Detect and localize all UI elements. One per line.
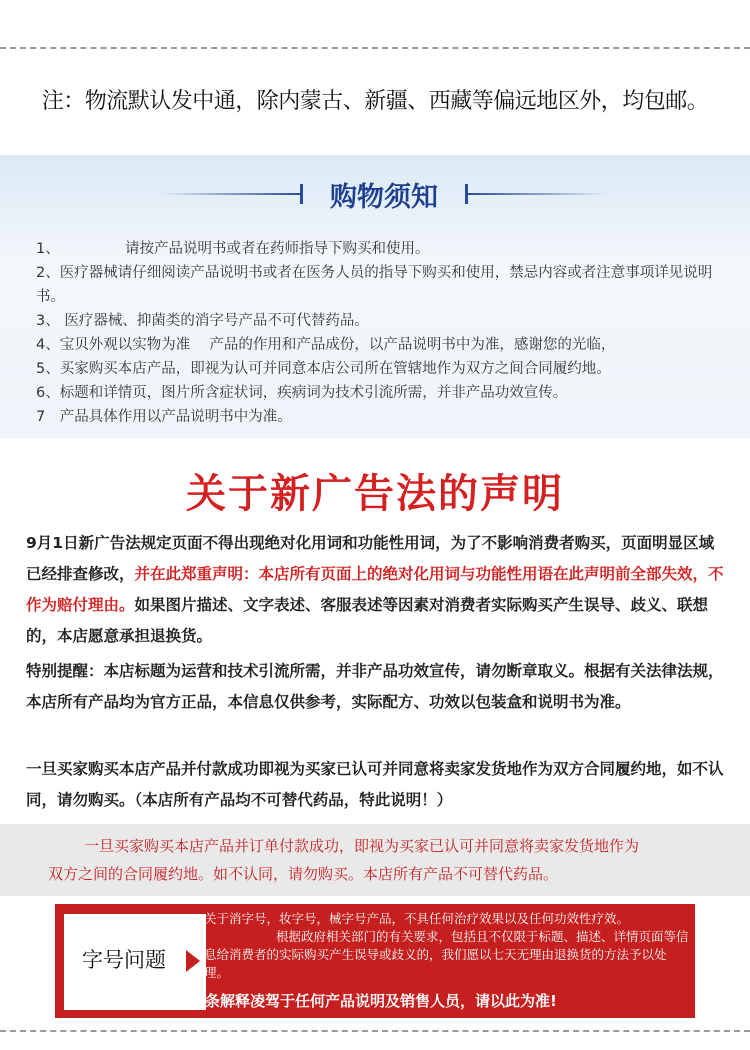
contract-notice-text bbox=[48, 832, 728, 888]
top-divider bbox=[0, 47, 750, 49]
shopping-rules-list bbox=[36, 237, 726, 429]
shopping-notice-section bbox=[0, 155, 750, 438]
contract-notice-line: 双方之间的合同履约地。如不认同，请勿购买。本店所有产品不可替代药品。 bbox=[48, 865, 559, 883]
rule-item: 1、 请按产品说明书或者在药师指导下购买和使用。 bbox=[36, 241, 430, 257]
rule-item: 4、宝贝外观以实物为准 产品的作用和产品成份，以产品说明书中为准，感谢您的光临， bbox=[36, 337, 616, 353]
rule-item: 5、买家购买本店产品，即视为认可并同意本店公司所在管辖地作为双方之间合同履约地。 bbox=[36, 361, 611, 377]
rule-item: 7 产品具体作用以产品说明书中为准。 bbox=[36, 409, 292, 425]
contract-notice-box bbox=[0, 824, 750, 896]
title-line-left bbox=[160, 193, 300, 195]
declaration-title: 关于新广告法的声明 bbox=[186, 471, 564, 517]
license-notice-footer: 本条解释凌驾于任何产品说明及销售人员，请以此为准! bbox=[190, 992, 557, 1010]
contract-notice-line: 一旦买家购买本店产品并订单付款成功，即视为买家已认可并同意将卖家发货地作为 bbox=[84, 837, 640, 855]
rule-item: 2、医疗器械请仔细阅读产品说明书或者在医务人员的指导下购买和使用，禁忌内容或者注意事项详见说明书。 bbox=[36, 265, 713, 305]
declaration-paragraph-2: 特别提醒：本店标题为运营和技术引流所需，并非产品功效宣传，请勿断章取义。根据有关法律法规，本店所有产品均为官方正品，本信息仅供参考，实际配方、功效以包装盒和说明书为准。 bbox=[26, 662, 724, 711]
rule-item: 6、标题和详情页，图片所含症状词，疾病词为技术引流所需，并非产品功效宣传。 bbox=[36, 385, 568, 401]
license-notice-text bbox=[204, 910, 689, 982]
shipping-notice: 注：物流默认发中通，除内蒙古、新疆、西藏等偏远地区外，均包邮。 bbox=[41, 89, 709, 114]
declaration-paragraph-3: 一旦买家购买本店产品并付款成功即视为买家已认可并同意将卖家发货地作为双方合同履约地，如不认同，请勿购买。（本店所有产品均不可替代药品，特此说明！） bbox=[26, 760, 724, 809]
declaration-paragraph-1 bbox=[26, 528, 726, 652]
rule-item: 3、 医疗器械、抑菌类的消字号产品不可代替药品。 bbox=[36, 313, 369, 329]
declaration-highlight: 并在此郑重声明：本店所有页面上的绝对化用词与功能性用语在此声明前全部失效，不作为赔付理由。 bbox=[26, 565, 724, 614]
license-notice-line: 根据政府相关部门的有关要求，包括且不仅限于标题、描述、详情页面等信息给消费者的实际购买产生误导或歧义的，我们愿以七天无理由退换货的方法予以处理。 bbox=[204, 929, 689, 980]
shopping-title: 购物须知 bbox=[330, 182, 438, 213]
declaration-text: 9月1日新广告法规定页面不得出现绝对化用词和功能性用词，为了不影响消费者购买，页面明显区域已经排查修改， bbox=[26, 534, 715, 583]
bottom-divider bbox=[0, 1030, 750, 1032]
license-label: 字号问题 bbox=[82, 948, 166, 972]
shopping-title-bar bbox=[0, 175, 750, 211]
title-line-right bbox=[468, 193, 608, 195]
declaration-text: 如果图片描述、文字表述、客服表述等因素对消费者实际购买产生误导、歧义、联想的，本店愿意承担退换货。 bbox=[26, 596, 709, 645]
license-notice-line: 关于消字号，妆字号，械字号产品，不具任何治疗效果以及任何功效性疗效。 bbox=[204, 911, 630, 926]
arrow-right-icon bbox=[186, 950, 200, 972]
